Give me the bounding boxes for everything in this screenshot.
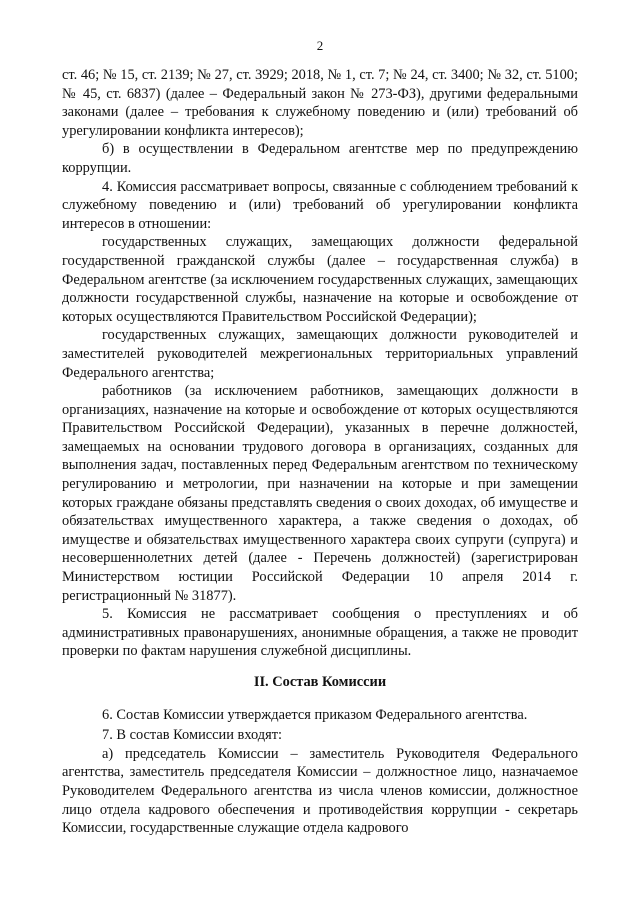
document-body (62, 66, 578, 838)
paragraph-a-chairman: а) председатель Комиссии – заместитель Руководителя Федерального агентства, заместитель председателя Комиссии – должностное лицо, назначаемое Руководителем Федерального агентства из числа членов комиссии, должностное лицо отдела кадрового обеспечения и противодействия коррупции - секретарь Комиссии, государственные служащие отдела кадрового (62, 745, 578, 837)
paragraph-7-members: 7. В состав Комиссии входят: (102, 727, 282, 744)
paragraph-5-exclusions: 5. Комиссия не рассматривает сообщения о преступлениях и об административных правонарушениях, анонимные обращения, а также не проводит проверки по фактам нарушения служебной дисциплины. (62, 606, 578, 660)
paragraph-b-corruption-prevention: б) в осуществлении в Федеральном агентстве мер по предупреждению коррупции. (62, 141, 578, 176)
section-heading: II. Состав Комиссии (253, 674, 387, 690)
paragraph-workers: работников (за исключением работников, замещающих должности в организациях, назначение на которые и освобождение от которых осуществляются Правительством Российской Федерации), указанных в перечне должностей, замещаемых на основании трудового договора в организациях, созданных для выполнения задач, поставленных перед Федеральным агентством по техническому регулированию и метрологии, при назначении на которые и при замещении которых граждане обязаны представлять сведения о своих доходах, об имуществе и обязательствах имущественного характера, а также сведения о доходах, об имуществе и обязательствах имущественного характера своих супруги (супруга) и несовершеннолетних детей (далее - Перечень должностей) (зарегистрирован Министерством юстиции Российской Федерации 10 апреля 2014 г. регистрационный № 31877). (62, 383, 578, 604)
paragraph-continuation: ст. 46; № 15, ст. 2139; № 27, ст. 3929; 2018, № 1, ст. 7; № 24, ст. 3400; № 32, ст. 5100; № 45, ст. 6837) (далее – Федеральный закон № 273-ФЗ), другими федеральными законами (далее – требования к служебному поведению и (или) требований об урегулировании конфликта интересов); (62, 67, 578, 139)
paragraph-state-servants: государственных служащих, замещающих должности федеральной государственной гражданской службы (далее – государственная служба) в Федеральном агентстве (за исключением государственных служащих, замещающих должности государственной службы, назначение на которые и освобождение от которых осуществляются Правительством Российской Федерации); (62, 234, 578, 325)
paragraph-regional-heads: государственных служащих, замещающих должности руководителей и заместителей руководителей межрегиональных территориальных управлений Федерального агентства; (62, 327, 578, 381)
paragraph-4-commission-scope: 4. Комиссия рассматривает вопросы, связанные с соблюдением требований к служебному поведению и (или) требований об урегулировании конфликта интересов в отношении: (62, 178, 578, 232)
paragraph-6-composition: 6. Состав Комиссии утверждается приказом Федерального агентства. (102, 706, 528, 723)
page-number: 2 (316, 38, 324, 53)
